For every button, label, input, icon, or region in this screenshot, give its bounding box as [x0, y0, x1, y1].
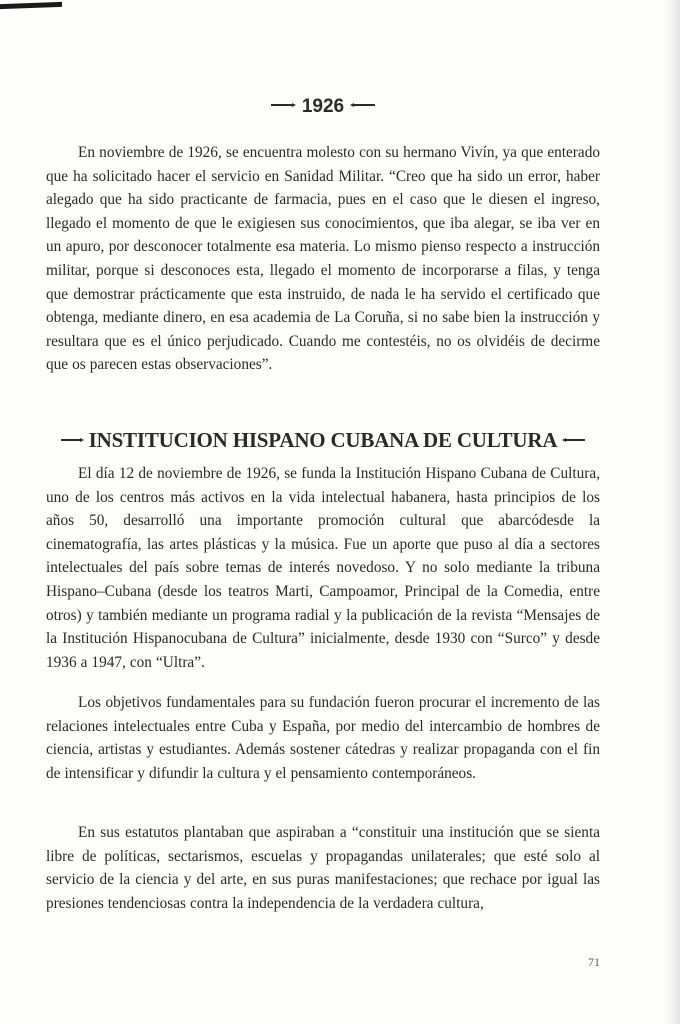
- paragraph-3: Los objetivos fundamentales para su fundación fueron procurar el incremento de las relaciones intelectuales entre Cuba y España, por medio del intercambio de hombres de ciencia, artistas y estudiantes. Además sostener cátedras y realizar propaganda con el fin de intensificar y difundir la cultura y el pensamiento contemporáneos.: [46, 694, 600, 782]
- dash-ornament-right: [565, 439, 585, 441]
- section-heading: [46, 426, 600, 454]
- section-heading-text: INSTITUCION HISPANO CUBANA DE CULTURA: [88, 428, 558, 452]
- scan-corner-mark: [0, 2, 62, 9]
- paragraph-2: El día 12 de noviembre de 1926, se funda la Institución Hispano Cubana de Cultura, uno de los centros más activos en la vida intelectual habanera, hasta principios de los años 50, desarrolló una importante promoción cultural que abarcódesde la cinematografía, las artes plásticas y la música. Fue un aporte que puso al día a sectores intelectuales del país sobre temas de interés novedoso. Y no solo mediante la tribuna Hispano–Cubana (desde los teatros Marti, Campoamor, Principal de la Comedia, entre otros) y también mediante un programa radial y la publicación de la revista “Mensajes de la Institución Hispanocubana de Cultura” inicialmente, desde 1930 con “Surco” y desde 1936 a 1947, con “Ultra”.: [46, 465, 600, 671]
- dash-ornament-right: [353, 104, 375, 106]
- dash-ornament-left: [271, 104, 293, 106]
- page-number: 71: [588, 955, 600, 969]
- year-heading: [46, 95, 600, 119]
- dash-ornament-left: [61, 439, 81, 441]
- year-heading-text: 1926: [301, 96, 345, 117]
- paragraph-1: En noviembre de 1926, se encuentra molesto con su hermano Vivín, ya que enterado que ha solicitado hacer el servicio en Sanidad Militar. “Creo que ha sido un error, haber alegado que ha sido practicante de farmacia, pues en el caso que le diesen el ingreso, llegado el momento de que le exigiesen sus conocimientos, que iba alegar, se iba ver en un apuro, por desconocer totalmente esa materia. Lo mismo pienso respecto a instrucción militar, porque si desconoces esta, llegado el momento de incorporarse a filas, y tenga que demostrar prácticamente que esta instruido, de nada le ha servido el certificado que obtenga, mediante dinero, en esa academia de La Coruña, si no sabe bien la instrucción y resultara que es el único perjudicado. Cuando me contestéis, no os olvidéis de decirme que os parecen estas observaciones”.: [46, 144, 600, 374]
- page-edge-shadow: [664, 0, 680, 1024]
- paragraph-4: En sus estatutos plantaban que aspiraban a “constituir una institución que se sienta libre de políticas, sectarismos, escuelas y propagandas unilaterales; que esté solo al servicio de la ciencia y del arte, en sus puras manifestaciones; que rechace por igual las presiones tendenciosas contra la independencia de la verdadera cultura,: [46, 824, 600, 912]
